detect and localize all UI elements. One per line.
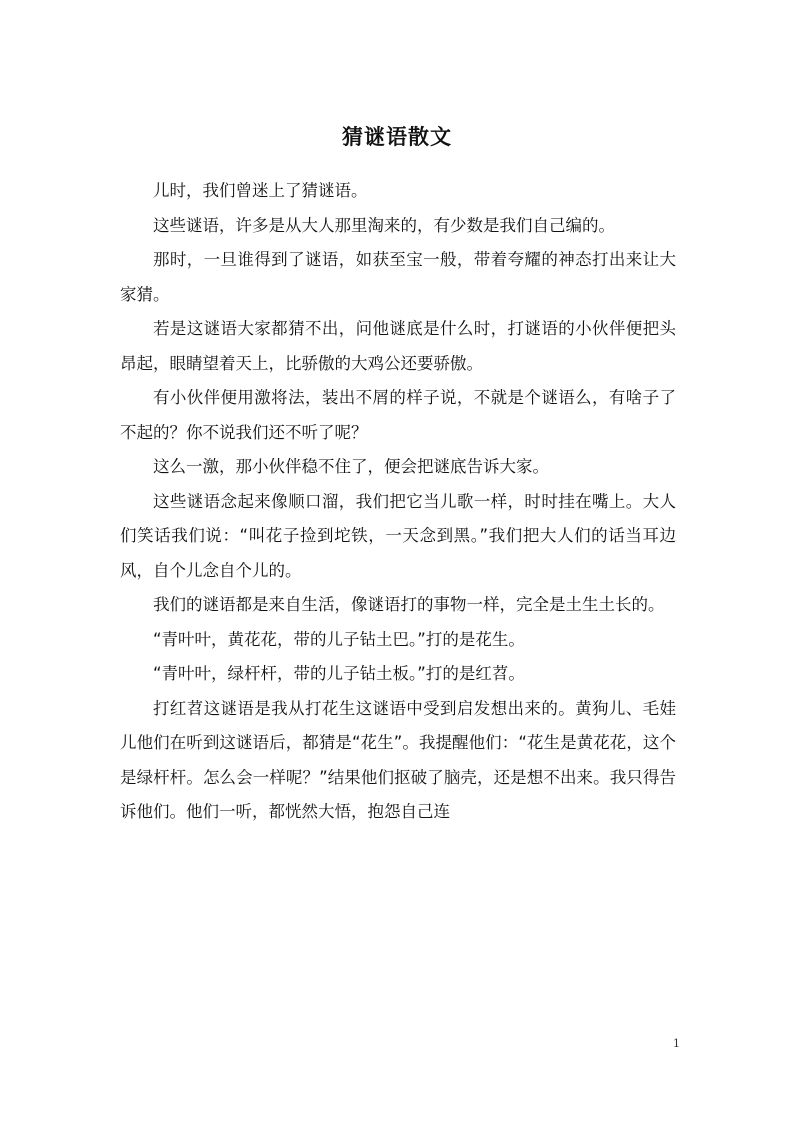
paragraph: 这些谜语念起来像顺口溜，我们把它当儿歌一样，时时挂在嘴上。大人们笑话我们说：“叫花子捡到坨铁，一天念到黑。”我们把大人们的话当耳边风，自个儿念自个儿的。: [120, 491, 676, 580]
paragraph: “青叶叶，黄花花，带的儿子钻土巴。”打的是花生。: [153, 629, 525, 649]
paragraph: 我们的谜语都是来自生活，像谜语打的事物一样，完全是土生土长的。: [153, 595, 665, 614]
paragraph: “青叶叶，绿杆杆，带的儿子钻土板。”打的是红苕。: [153, 664, 525, 683]
page-number: 1: [673, 1037, 680, 1050]
paragraph: 儿时，我们曾迷上了猜谜语。: [153, 181, 368, 200]
document-title: 猜谜语散文: [342, 124, 452, 149]
document-body: [120, 174, 676, 830]
paragraph: 打红苕这谜语是我从打花生这谜语中受到启发想出来的。黄狗儿、毛娃儿他们在听到这谜语后，都猜是“花生”。我提醒他们：“花生是黄花花，这个是绿杆杆。怎么会一样呢？”结果他们抠破了脑壳，还是想不出来。我只得告诉他们。他们一听，都恍然大悟，抱怨自己连: [120, 698, 676, 821]
paragraph: 那时，一旦谁得到了谜语，如获至宝一般，带着夸耀的神态打出来让大家猜。: [120, 250, 676, 304]
paragraph: 这些谜语，许多是从大人那里淘来的，有少数是我们自己编的。: [153, 215, 615, 235]
paragraph: 这么一激，那小伙伴稳不住了，便会把谜底告诉大家。: [153, 457, 549, 476]
paragraph: 有小伙伴便用激将法，装出不屑的样子说，不就是个谜语么，有啥子了不起的？你不说我们还不听了呢？: [120, 388, 676, 442]
paragraph: 若是这谜语大家都猜不出，问他谜底是什么时，打谜语的小伙伴便把头昂起，眼睛望着天上，比骄傲的大鸡公还要骄傲。: [120, 319, 676, 373]
